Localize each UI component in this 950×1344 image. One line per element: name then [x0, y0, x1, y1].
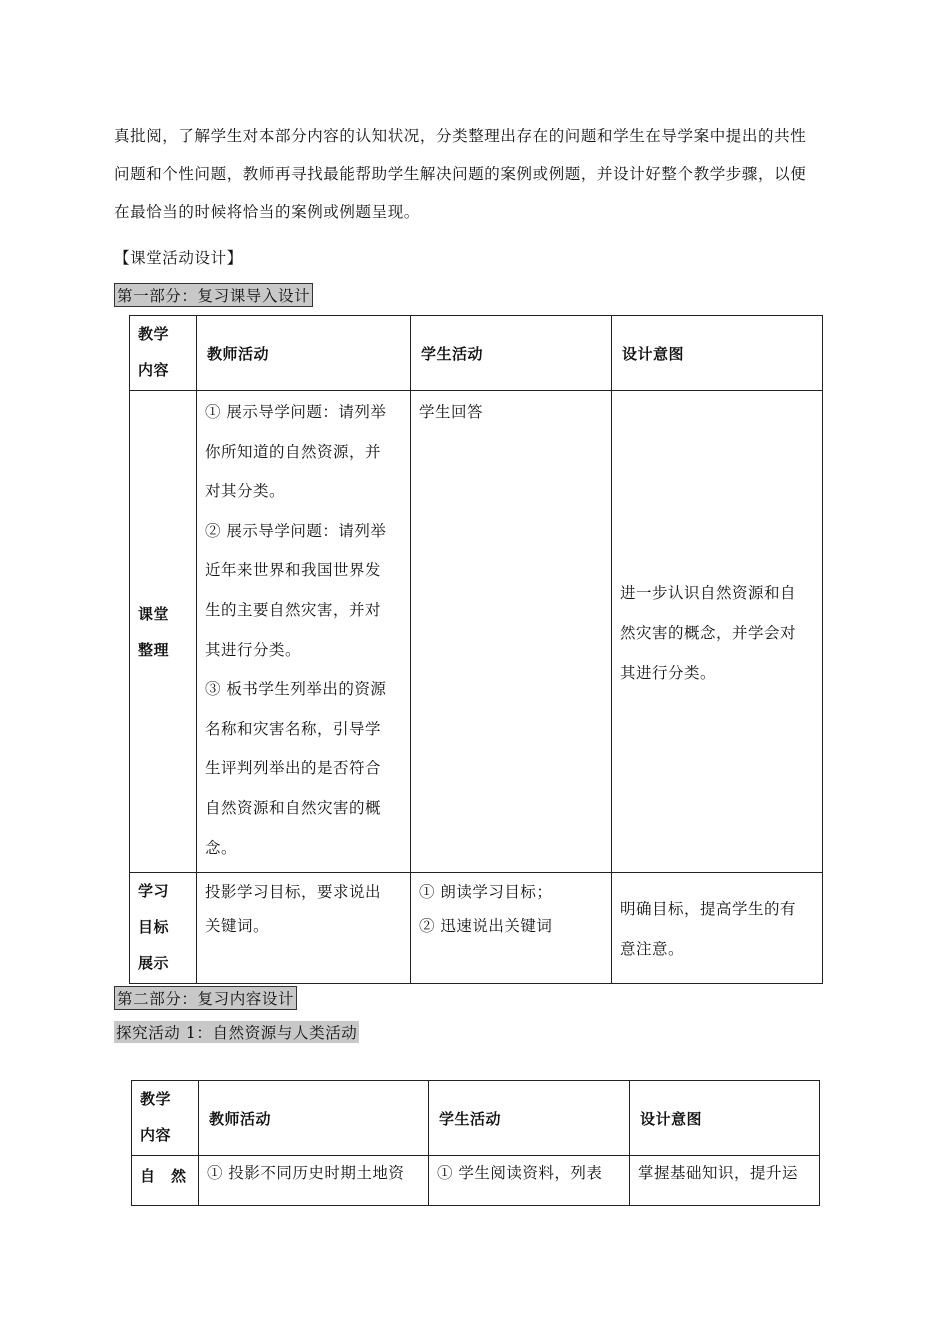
- table1-header-row: [130, 316, 823, 391]
- lesson-table-1: [129, 315, 823, 984]
- part2-title: 第二部分：复习内容设计: [114, 986, 297, 1010]
- activity1-title: 探究活动 1：自然资源与人类活动: [114, 1021, 359, 1043]
- header-content: 教学 内容: [130, 316, 197, 391]
- table2-row-natural: [132, 1156, 820, 1206]
- row-label: 学习 目标 展示: [130, 873, 197, 984]
- student-activity: ① 朗读学习目标； ② 迅速说出关键词: [411, 873, 612, 984]
- table2-header-row: [132, 1081, 820, 1156]
- header-teacher: 教师活动: [199, 1081, 429, 1156]
- header-intent: 设计意图: [630, 1081, 820, 1156]
- header-teacher: 教师活动: [197, 316, 411, 391]
- part1-title: 第一部分：复习课导入设计: [114, 283, 313, 307]
- design-intent: 掌握基础知识，提升运: [630, 1156, 820, 1206]
- intro-paragraph: [114, 117, 838, 231]
- intro-line: 问题和个性问题，教师再寻找最能帮助学生解决问题的案例或例题，并设计好整个教学步骤，以便: [114, 165, 807, 183]
- table1-row-classroom: [130, 391, 823, 873]
- header-student: 学生活动: [429, 1081, 630, 1156]
- header-content: 教学 内容: [132, 1081, 199, 1156]
- teacher-activity: 投影学习目标，要求说出 关键词。: [197, 873, 411, 984]
- table1-row-goals: [130, 873, 823, 984]
- lesson-table-2: [131, 1080, 820, 1206]
- row-label: 自 然: [132, 1156, 199, 1206]
- design-intent: 明确目标，提高学生的有 意注意。: [612, 873, 823, 984]
- intro-line: 真批阅，了解学生对本部分内容的认知状况，分类整理出存在的问题和学生在导学案中提出的共性: [114, 127, 807, 145]
- student-activity: ① 学生阅读资料，列表: [429, 1156, 630, 1206]
- intro-line: 在最恰当的时候将恰当的案例或例题呈现。: [114, 203, 420, 221]
- header-intent: 设计意图: [612, 316, 823, 391]
- row-label: 课堂 整理: [130, 391, 197, 873]
- teacher-activity: ① 展示导学问题：请列举 你所知道的自然资源，并 对其分类。 ② 展示导学问题：请列举 近年来世界和我国世界发 生的主要自然灾害，并对 其进行分类。 ③ 板书学生列举出的资源 名称和灾害名称，引导学 生评判列举出的是否符合 自然资源和自然灾害的概 念。: [197, 391, 411, 873]
- design-intent: 进一步认识自然资源和自 然灾害的概念，并学会对 其进行分类。: [612, 391, 823, 873]
- student-activity: 学生回答: [411, 391, 612, 873]
- teacher-activity: ① 投影不同历史时期土地资: [199, 1156, 429, 1206]
- section-heading: 【课堂活动设计】: [114, 249, 243, 267]
- header-student: 学生活动: [411, 316, 612, 391]
